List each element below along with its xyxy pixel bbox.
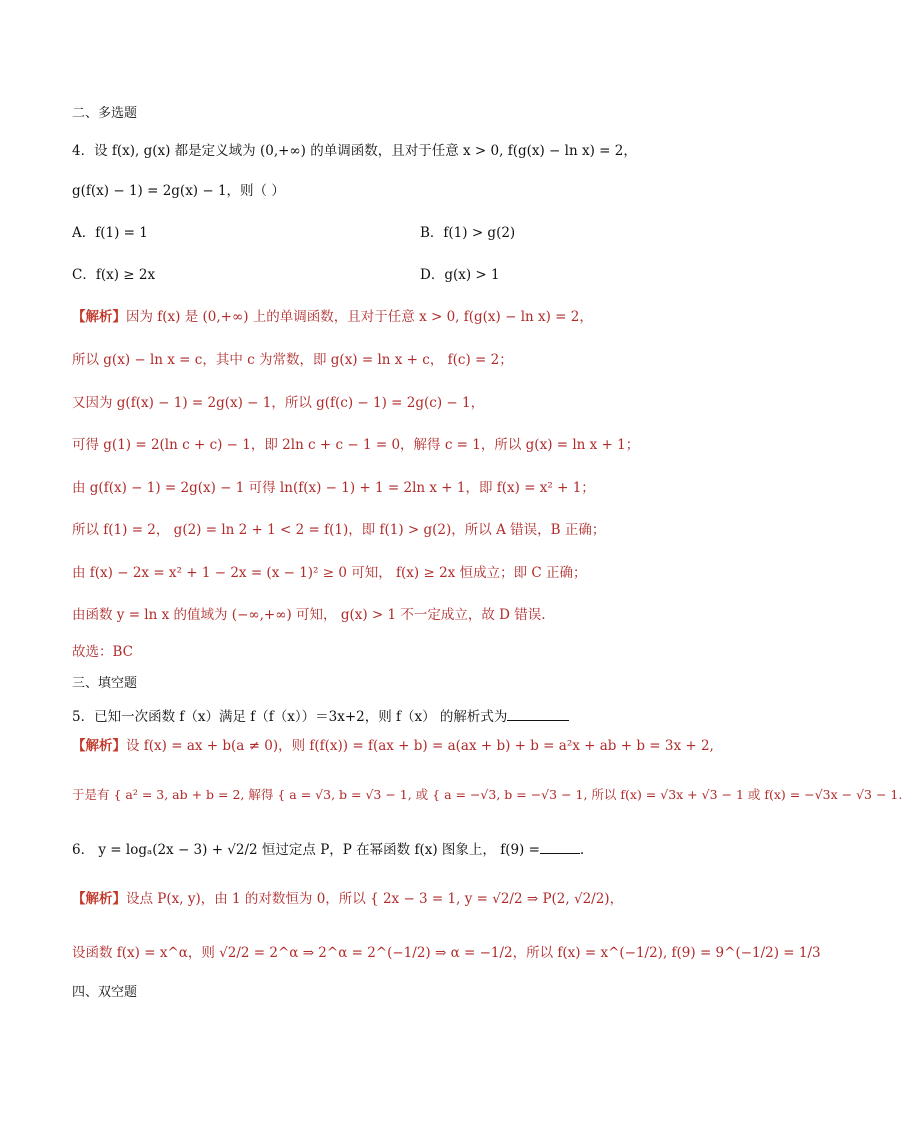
q6-stem-end: . (579, 842, 585, 858)
analysis-tag: 【解析】 (72, 891, 126, 907)
q4-option-c[interactable]: C．f(x) ≥ 2x (72, 267, 156, 283)
q4-analysis-line3: 又因为 g(f(x) − 1) = 2g(x) − 1，所以 g(f(c) − 1) = 2g(c) − 1， (72, 395, 485, 411)
q5-stem (72, 706, 734, 727)
section-heading-fill-blank: 三、填空题 (72, 676, 138, 691)
q4-option-b[interactable]: B．f(1) > g(2) (420, 225, 516, 241)
analysis-tag: 【解析】 (72, 738, 126, 754)
q4-answer: 故选：BC (72, 644, 134, 660)
q4-option-d[interactable]: D．g(x) > 1 (420, 267, 500, 283)
q4-analysis-line5: 由 g(f(x) − 1) = 2g(x) − 1 可得 ln(f(x) − 1) + 1 = 2ln x + 1，即 f(x) = x² + 1； (72, 480, 595, 496)
q4-analysis-line7: 由 f(x) − 2x = x² + 1 − 2x = (x − 1)² ≥ 0 可知， f(x) ≥ 2x 恒成立；即 C 正确； (72, 565, 587, 581)
q4-analysis-line2: 所以 g(x) − ln x = c，其中 c 为常数，即 g(x) = ln x + c， f(c) = 2； (72, 352, 513, 368)
q5-stem-text: 5．已知一次函数 f（x）满足 f（f（x））＝3x+2，则 f（x） 的解析式为 (72, 709, 508, 725)
q4-stem-line1: 4．设 f(x), g(x) 都是定义域为 (0,+∞) 的单调函数，且对于任意 x > 0, f(g(x) − ln x) = 2， (72, 143, 637, 159)
q4-options-row2 (72, 265, 734, 285)
q4-analysis-line1 (72, 307, 734, 327)
section-heading-multi-choice: 二、多选题 (72, 106, 138, 121)
q6-analysis-line1 (72, 889, 734, 909)
q4-options-row1 (72, 223, 734, 243)
q5-answer-blank[interactable] (507, 706, 569, 721)
analysis-tag: 【解析】 (72, 309, 126, 325)
q6-analysis-text: 设点 P(x, y)，由 1 的对数恒为 0，所以 { 2x − 3 = 1, y = √2/2 ⇒ P(2, √2/2)， (126, 891, 624, 907)
q4-option-a[interactable]: A．f(1) = 1 (72, 225, 148, 241)
q6-answer-blank[interactable] (540, 839, 580, 854)
q6-stem-text: 6． y = logₐ(2x − 3) + √2/2 恒过定点 P，P 在幂函数 f(x) 图象上， f(9) = (72, 842, 540, 858)
q5-analysis-line2: 于是有 { a² = 3, ab + b = 2, 解得 { a = √3, b = √3 − 1, 或 { a = −√3, b = −√3 − 1, 所以 f(x) = √3x + √3 − 1 或 f(x) = −√3x − √3 − 1. (72, 787, 902, 802)
q6-analysis-line2: 设函数 f(x) = x^α，则 √2/2 = 2^α ⇒ 2^α = 2^(−1/2) ⇒ α = −1/2，所以 f(x) = x^(−1/2), f(9) = 9^(−1/2) = 1/3 (72, 945, 821, 961)
q4-analysis-line8: 由函数 y = ln x 的值域为 (−∞,+∞) 可知， g(x) > 1 不一定成立，故 D 错误. (72, 607, 546, 623)
section-heading-double-blank: 四、双空题 (72, 985, 138, 1000)
q5-analysis-text: 设 f(x) = ax + b(a ≠ 0)，则 f(f(x)) = f(ax + b) = a(ax + b) + b = a²x + ab + b = 3x + 2, (126, 738, 714, 754)
q4-analysis-line6: 所以 f(1) = 2， g(2) = ln 2 + 1 < 2 = f(1)，即 f(1) > g(2)，所以 A 错误，B 正确； (72, 522, 606, 538)
q4-analysis-line4: 可得 g(1) = 2(ln c + c) − 1，即 2ln c + c − 1 = 0，解得 c = 1，所以 g(x) = ln x + 1； (72, 437, 640, 453)
q6-stem (72, 839, 734, 860)
q4-stem-line2: g(f(x) − 1) = 2g(x) − 1，则（ ） (72, 183, 285, 199)
q4-analysis-text: 因为 f(x) 是 (0,+∞) 上的单调函数，且对于任意 x > 0, f(g(x) − ln x) = 2， (126, 309, 593, 325)
q5-analysis-line1 (72, 736, 734, 756)
